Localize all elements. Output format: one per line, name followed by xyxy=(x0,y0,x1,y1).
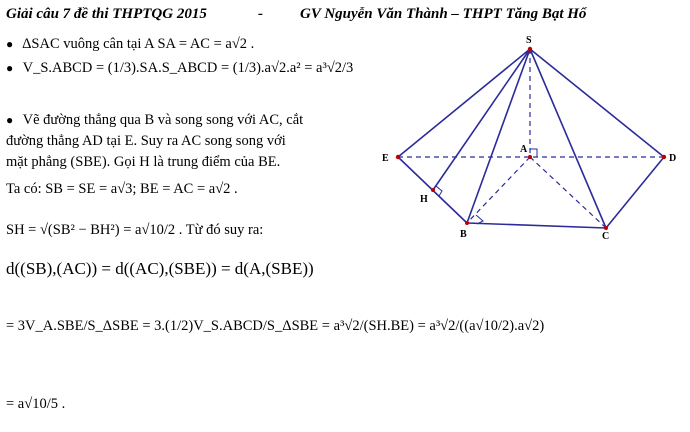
solution-line-6 xyxy=(6,259,314,279)
line-SH xyxy=(433,49,530,190)
label-B: B xyxy=(460,229,467,240)
solid-lines xyxy=(398,49,664,228)
line-6-text: d((SB),(AC)) = d((AC),(SBE)) = d(A,(SBE)) xyxy=(6,259,314,278)
line-3c-text: mặt phẳng (SBE). Gọi H là trung điểm của BE. xyxy=(6,154,281,170)
label-H: H xyxy=(420,194,428,205)
line-SC xyxy=(530,49,606,228)
line-3a-text: Vẽ đường thẳng qua B và song song với AC, cắt xyxy=(22,112,304,128)
solution-line-3c xyxy=(6,154,280,171)
label-A: A xyxy=(520,144,528,155)
line-3b-text: đường thẳng AD tại E. Suy ra AC song song với xyxy=(6,133,286,149)
bullet-icon: ● xyxy=(6,61,14,75)
header-dash: - xyxy=(258,6,263,22)
label-D: D xyxy=(669,153,677,164)
points xyxy=(396,47,666,230)
label-S: S xyxy=(526,35,532,46)
line-SD xyxy=(530,49,664,157)
solution-line-7 xyxy=(6,318,544,335)
point-B xyxy=(465,221,469,225)
point-C xyxy=(604,226,608,230)
line-1-text: ΔSAC vuông cân tại A SA = AC = a√2 . xyxy=(22,36,255,52)
label-E: E xyxy=(382,153,389,164)
solution-line-3b xyxy=(6,133,286,150)
line-7-text: = 3V_A.SBE/S_ΔSBE = 3.(1/2)V_S.ABCD/S_ΔSBE = a³√2/(SH.BE) = a³√2/((a√10/2).a√2) xyxy=(6,318,545,334)
solution-line-2 xyxy=(6,60,353,77)
line-CD xyxy=(606,157,664,228)
line-2-text: V_S.ABCD = (1/3).SA.S_ABCD = (1/3).a√2.a² = a³√2/3 xyxy=(22,60,354,76)
label-C: C xyxy=(602,231,610,240)
line-4-text: Ta có: SB = SE = a√3; BE = AC = a√2 . xyxy=(6,181,238,197)
solution-line-3a xyxy=(6,112,303,129)
dashed-lines xyxy=(398,49,664,228)
solution-line-4 xyxy=(6,181,238,198)
line-5-text: SH = √(SB² − BH²) = a√10/2 . Từ đó suy ra: xyxy=(6,222,264,238)
solution-line-8 xyxy=(6,396,65,413)
header-right: GV Nguyễn Văn Thành – THPT Tăng Bạt Hổ xyxy=(300,6,587,22)
bullet-icon: ● xyxy=(6,113,14,127)
line-BC xyxy=(467,223,606,228)
solution-line-5 xyxy=(6,222,263,239)
line-AC xyxy=(530,157,606,228)
header-left: Giải câu 7 đề thi THPTQG 2015 xyxy=(6,6,207,22)
pyramid-figure xyxy=(380,30,685,240)
right-angle-markers xyxy=(436,149,537,224)
point-A xyxy=(528,155,532,159)
line-AB xyxy=(467,157,530,223)
point-H xyxy=(431,188,435,192)
point-S xyxy=(528,47,532,51)
point-D xyxy=(662,155,666,159)
line-8-text: = a√10/5 . xyxy=(6,396,66,412)
bullet-icon: ● xyxy=(6,37,14,51)
solution-line-1 xyxy=(6,36,254,53)
point-E xyxy=(396,155,400,159)
